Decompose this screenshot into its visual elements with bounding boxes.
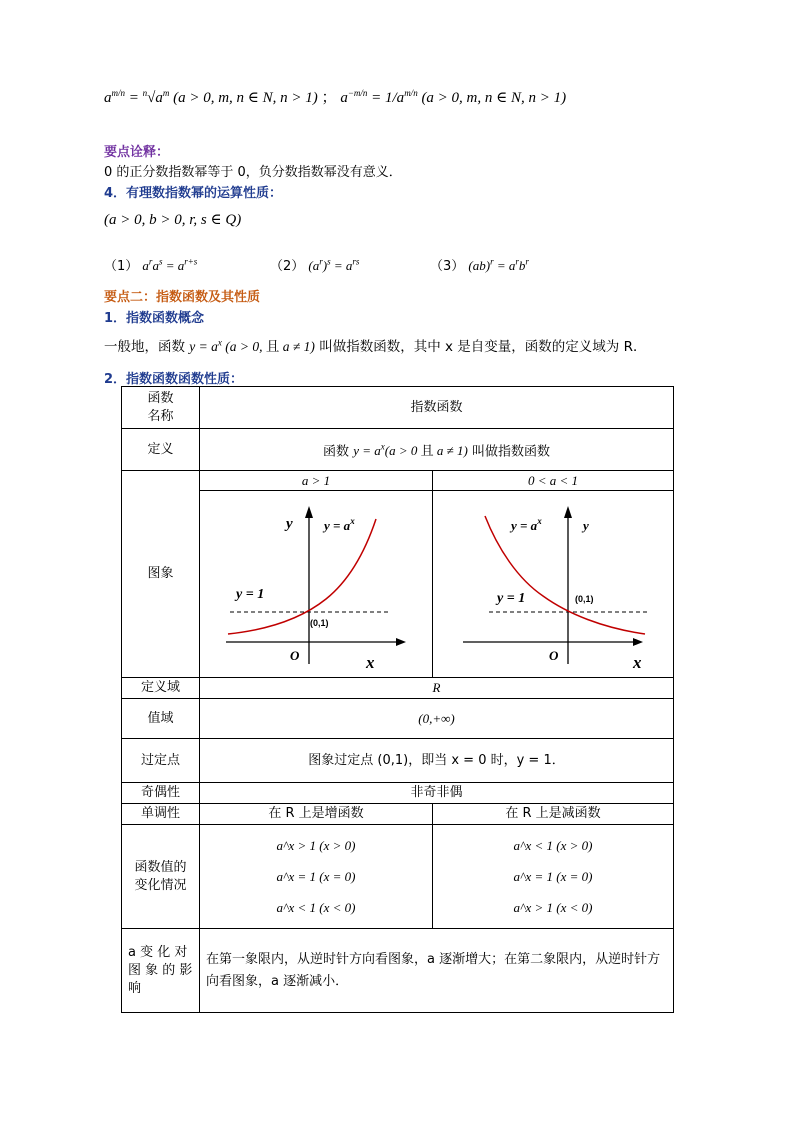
section2-heading: 要点二：指数函数及其性质: [104, 290, 261, 305]
range-label: 值域: [122, 699, 200, 739]
mono-decreasing: 在 R 上是减函数: [433, 804, 674, 825]
change-label: 函数值的 变化情况: [122, 825, 200, 929]
rule-1: （1） $a^ra^s = a^{r+s}$: [104, 256, 198, 274]
graph-increasing: [216, 494, 416, 674]
name-value: 指数函数: [200, 387, 674, 429]
y-axis-arrow: [564, 506, 572, 518]
rule-2: （2） $(a^r)^s = a^{rs}$: [270, 256, 360, 274]
row-graph-cases: [122, 471, 674, 491]
point-label: (0,1): [310, 618, 329, 628]
origin-label: O: [549, 648, 559, 663]
formula-negative-fraction-exponent: $a^{-m/n} = 1/a^{m/n}$ (a > 0, m, n ∈ N, n > 1): [340, 88, 567, 106]
row-parity: [122, 783, 674, 804]
rule-3: （3） $(ab)^r = a^rb^r$: [430, 256, 529, 274]
curve-label: $y = a^x$: [511, 516, 542, 533]
domain-label: 定义域: [122, 678, 200, 699]
effect-value: 在第一象限内，从逆时针方向看图象，a 逐渐增大；在第二象限内，从逆时针方向看图象，a 逐渐减小．: [200, 929, 674, 1013]
definition-text: 一般地，函数 $y = a^x$ (a > 0, 且 a ≠ 1) 叫做指数函数，其中 x 是自变量，函数的定义域为 R．: [104, 337, 647, 355]
graph-label: 图象: [122, 471, 200, 678]
note-heading: 要点诠释：: [104, 145, 170, 160]
def-label: 定义: [122, 429, 200, 471]
row-effect: [122, 929, 674, 1013]
mono-label: 单调性: [122, 804, 200, 825]
line-label: y = 1: [497, 591, 526, 606]
change-inc-2: a^x < 1 (x < 0): [276, 900, 356, 915]
row-name: [122, 387, 674, 429]
change-increasing: [200, 825, 433, 929]
section2-sub1: 1．指数函数概念: [104, 311, 205, 326]
x-axis-label: x: [366, 653, 375, 672]
row-monotonicity: [122, 804, 674, 825]
change-dec-0: a^x < 1 (x > 0): [513, 838, 593, 853]
def-value: 函数 $y = a^x(a > 0$ 且 a ≠ 1) 叫做指数函数: [200, 429, 674, 471]
origin-label: O: [290, 648, 300, 663]
change-inc-1: a^x = 1 (x = 0): [276, 869, 356, 884]
fixed-label: 过定点: [122, 739, 200, 783]
change-decreasing: [433, 825, 674, 929]
parity-value: 非奇非偶: [200, 783, 674, 804]
curve-increasing: [228, 519, 376, 634]
line-label: y = 1: [236, 587, 265, 602]
range-value: (0,+∞): [200, 699, 674, 739]
row-domain: [122, 678, 674, 699]
formula-positive-fraction-exponent: $a^{m/n} = ^n√a^m$ (a > 0, m, n ∈ N, n > 1): [104, 88, 322, 106]
row-range: [122, 699, 674, 739]
name-label: 函数 名称: [122, 387, 200, 429]
case-a-less-1: 0 < a < 1: [433, 471, 674, 491]
properties-table: [121, 386, 674, 1013]
case-a-greater-1: a > 1: [200, 471, 433, 491]
change-inc-0: a^x > 1 (x > 0): [276, 838, 356, 853]
section4-heading: 4．有理数指数幂的运算性质：: [104, 186, 283, 201]
row-value-changes: [122, 825, 674, 929]
mono-increasing: 在 R 上是增函数: [200, 804, 433, 825]
parity-label: 奇偶性: [122, 783, 200, 804]
effect-label: a 变 化 对 图 象 的 影 响: [122, 929, 200, 1013]
row-definition: [122, 429, 674, 471]
note-text: 0 的正分数指数幂等于 0，负分数指数幂没有意义．: [104, 165, 402, 180]
graph-increasing-cell: [200, 491, 433, 678]
row-fixed-point: [122, 739, 674, 783]
x-axis-arrow: [396, 638, 406, 646]
change-dec-2: a^x > 1 (x < 0): [513, 900, 593, 915]
fixed-value: 图象过定点 (0,1)，即当 x = 0 时，y = 1．: [200, 739, 674, 783]
x-axis-label: x: [633, 653, 642, 672]
graph-decreasing-cell: [433, 491, 674, 678]
section2-sub2: 2．指数函数函数性质：: [104, 372, 244, 387]
y-axis-label: y: [286, 516, 293, 532]
curve-decreasing: [485, 516, 645, 634]
curve-label: $y = a^x$: [324, 516, 355, 533]
change-dec-1: a^x = 1 (x = 0): [513, 869, 593, 884]
y-axis-label: y: [583, 518, 589, 533]
x-axis-arrow: [633, 638, 643, 646]
graph-decreasing: [453, 494, 653, 674]
row-graphs: [122, 491, 674, 678]
point-label: (0,1): [575, 594, 594, 604]
domain-value: R: [200, 678, 674, 699]
formula-line-1: $a^{m/n} = ^n√a^m$ (a > 0, m, n ∈ N, n > 1) ； $a^{-m/n} = 1/a^{m/n}$ (a > 0, m, n ∈ N, n > 1): [104, 88, 567, 106]
section4-condition: (a > 0, b > 0, r, s ∈ Q): [104, 212, 242, 228]
y-axis-arrow: [305, 506, 313, 518]
